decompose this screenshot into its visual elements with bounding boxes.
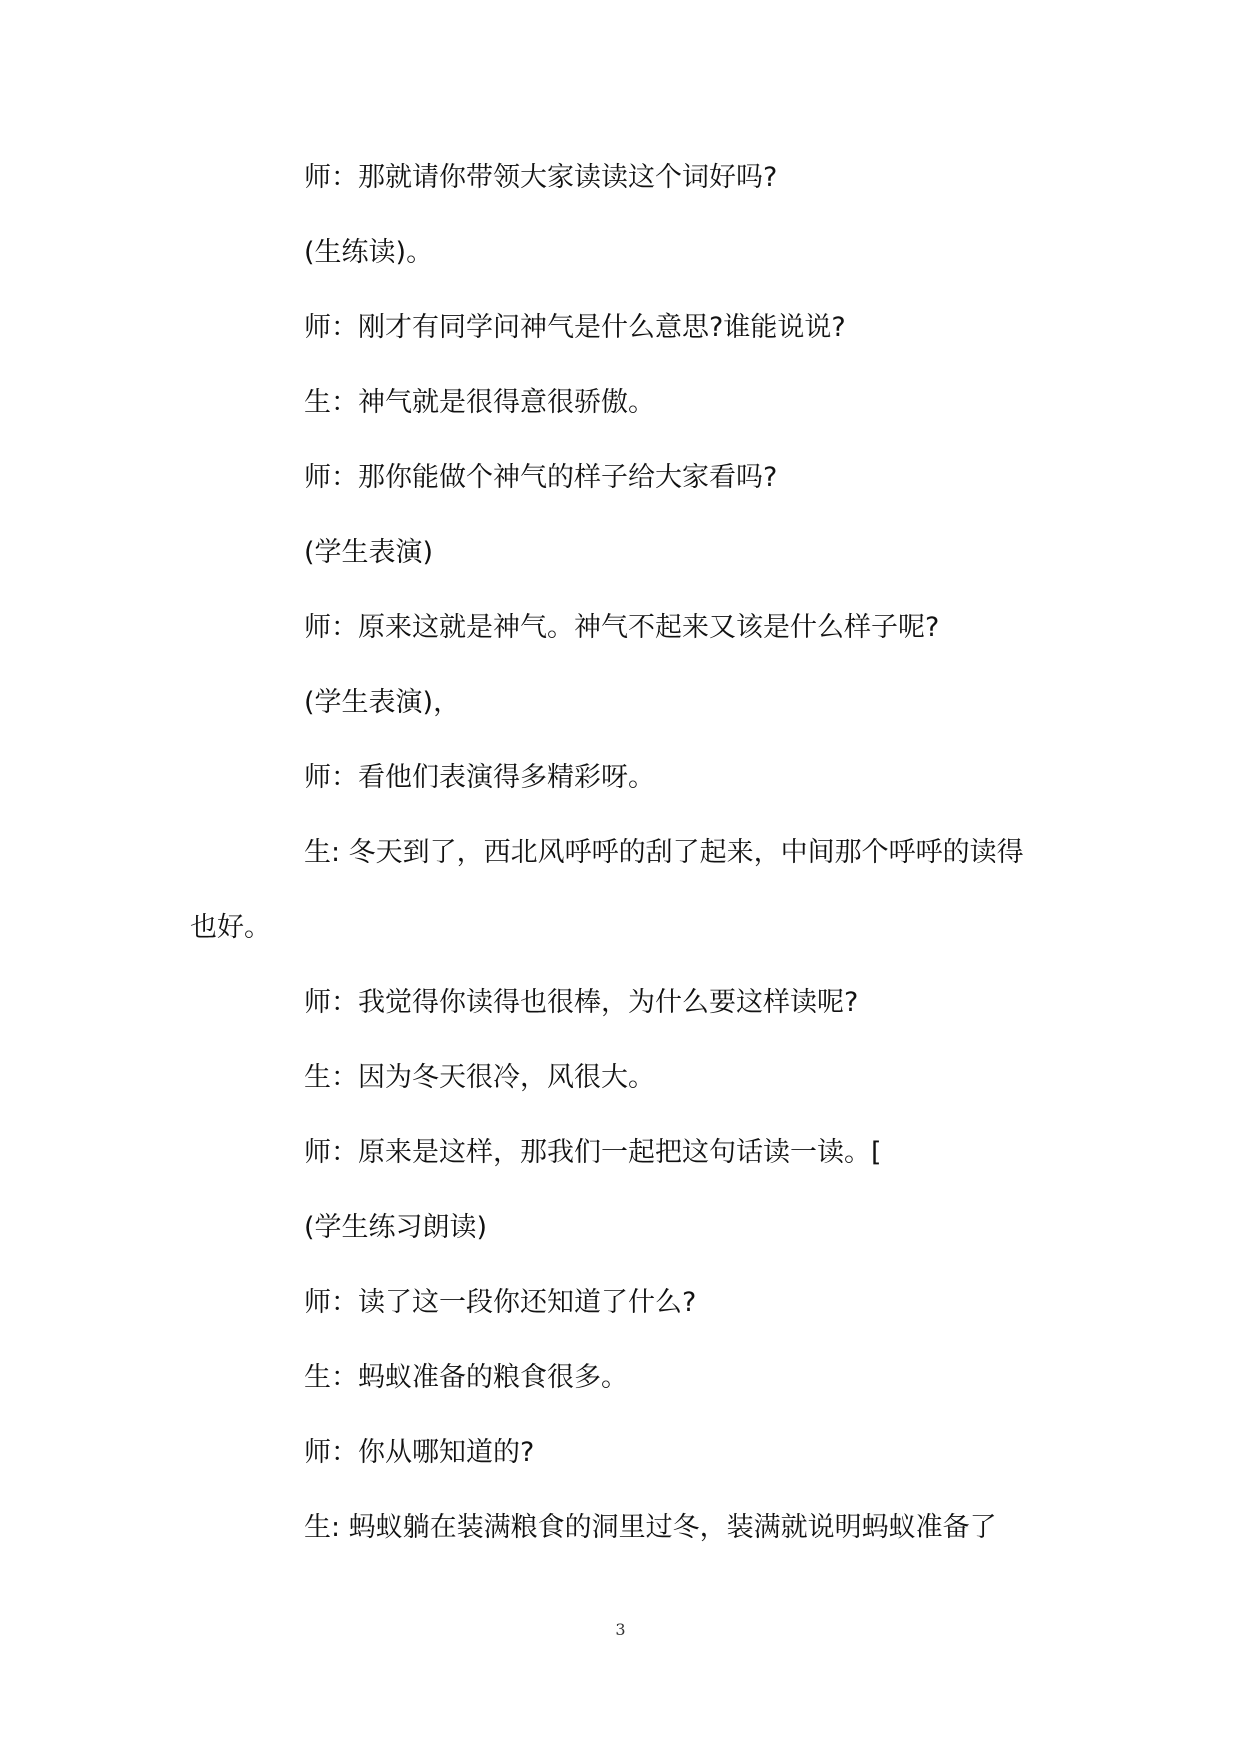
paragraph: 师：那就请你带领大家读读这个词好吗?: [304, 162, 778, 193]
paragraph: 生：因为冬天很冷，风很大。: [304, 1062, 655, 1093]
paragraph: 师：读了这一段你还知道了什么?: [304, 1287, 697, 1318]
paragraph: 师：刚才有同学问神气是什么意思?谁能说说?: [304, 312, 846, 343]
paragraph: 生：神气就是很得意很骄傲。: [304, 387, 655, 418]
paragraph: 师：原来这就是神气。神气不起来又该是什么样子呢?: [304, 612, 940, 643]
paragraph: 师：你从哪知道的?: [304, 1437, 535, 1468]
paragraph: 师：原来是这样，那我们一起把这句话读一读。[: [304, 1137, 882, 1168]
paragraph: (生练读)。: [304, 237, 434, 268]
paragraph: 生：蚂蚁准备的粮食很多。: [304, 1362, 628, 1393]
paragraph: 生: 蚂蚁躺在装满粮食的洞里过冬，装满就说明蚂蚁准备了: [304, 1512, 997, 1543]
paragraph: 师：那你能做个神气的样子给大家看吗?: [304, 462, 778, 493]
paragraph: 生: 冬天到了，西北风呼呼的刮了起来，中间那个呼呼的读得也好。: [190, 837, 1024, 943]
paragraph: (学生练习朗读): [304, 1212, 488, 1243]
paragraph: 师：我觉得你读得也很棒，为什么要这样读呢?: [304, 987, 859, 1018]
paragraph: (学生表演): [304, 537, 434, 568]
page-number: 3: [615, 1620, 626, 1639]
paragraph: (学生表演)，: [304, 687, 461, 718]
paragraph: 师：看他们表演得多精彩呀。: [304, 762, 655, 793]
document-body: [190, 140, 1050, 1565]
